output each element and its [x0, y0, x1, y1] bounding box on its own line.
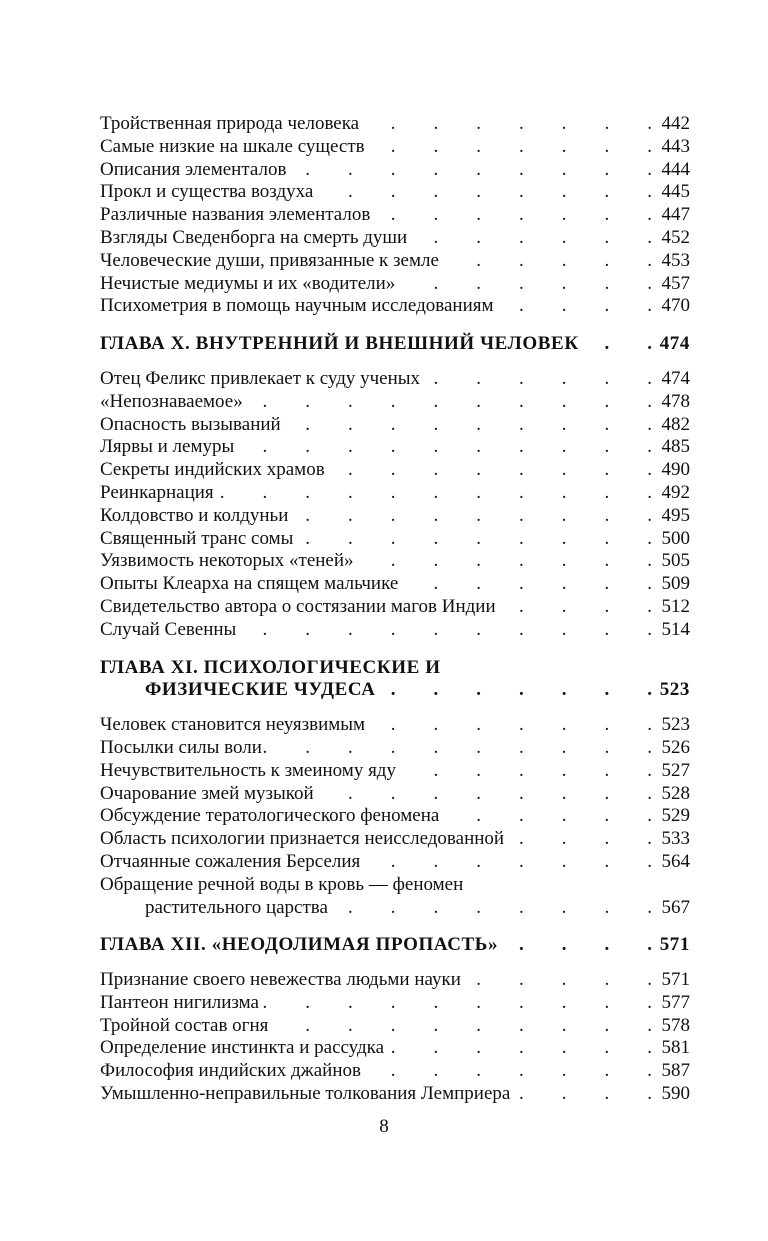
toc-entry-page: 474 [661, 367, 690, 389]
toc-entry-page: 578 [661, 1014, 690, 1036]
toc-entry-title: Очарование змей музыкой [100, 782, 314, 804]
toc-entry [100, 1060, 690, 1083]
dot-leader [384, 1037, 652, 1060]
toc-entry-title: Посылки силы воли [100, 736, 262, 758]
toc-entry-title: Уязвимость некоторых «теней» [100, 550, 354, 572]
toc-entry [100, 992, 690, 1015]
toc-entry [100, 295, 690, 318]
dot-leader [361, 1060, 652, 1083]
table-of-contents [100, 113, 690, 1106]
chapter-heading [100, 333, 690, 356]
toc-entry-page: 505 [661, 550, 690, 572]
toc-entry [100, 573, 690, 596]
toc-entry-page: 495 [661, 504, 690, 526]
toc-entry [100, 1083, 690, 1106]
chapter-title-line1-title: ГЛАВА XI. ПСИХОЛОГИЧЕСКИЕ И [100, 656, 441, 678]
toc-entry-title: Прокл и существа воздуха [100, 181, 314, 203]
toc-entry [100, 436, 690, 459]
toc-entry [100, 760, 690, 783]
toc-entry-title: Взгляды Сведенборга на смерть души [100, 226, 408, 248]
dot-leader [579, 333, 652, 356]
toc-entry-title: Пантеон нигилизма [100, 991, 259, 1013]
toc-entry-title: Признание своего невежества людьми науки [100, 969, 461, 991]
toc-entry [100, 874, 690, 897]
toc-section [100, 919, 690, 1106]
toc-entry-page: 577 [661, 991, 690, 1013]
toc-entry-title: Свидетельство автора о состязании магов Индии [100, 595, 496, 617]
toc-entry [100, 181, 690, 204]
toc-entry-title: Колдовство и колдуньи [100, 504, 289, 526]
dot-leader [243, 391, 652, 414]
toc-entry [100, 273, 690, 296]
toc-section [100, 642, 690, 920]
toc-entry-title: Тройной состав огня [100, 1014, 269, 1036]
dot-leader [510, 1083, 652, 1106]
toc-entry [100, 159, 690, 182]
toc-entry-page: 528 [661, 782, 690, 804]
toc-entry-page: 478 [661, 390, 690, 412]
dot-leader [359, 113, 652, 136]
toc-entry-page: 514 [661, 618, 690, 640]
toc-entry-title: Священный транс сомы [100, 527, 294, 549]
toc-entry [100, 851, 690, 874]
dot-leader [259, 992, 652, 1015]
toc-entry-title: Тройственная природа человека [100, 113, 360, 134]
toc-entry-title: Определение инстинкта и рассудка [100, 1037, 385, 1059]
toc-entry-page: 492 [661, 481, 690, 503]
chapter-title-line2 [100, 679, 690, 702]
toc-entry [100, 227, 690, 250]
dot-leader [398, 573, 652, 596]
toc-entry-title: Обсуждение тератологического феномена [100, 805, 440, 827]
toc-entry [100, 805, 690, 828]
chapter-title-line2-page: 523 [659, 679, 690, 701]
toc-entry-title: «Непознаваемое» [100, 390, 243, 412]
dot-leader [214, 482, 652, 505]
toc-section [100, 113, 690, 318]
toc-entry-continued [100, 897, 690, 920]
toc-entry-page: 590 [661, 1083, 690, 1105]
dot-leader [313, 181, 652, 204]
dot-leader [370, 204, 652, 227]
toc-entry-page: 452 [661, 226, 690, 248]
toc-entry [100, 828, 690, 851]
toc-entry [100, 714, 690, 737]
dot-leader [396, 760, 652, 783]
toc-entry [100, 550, 690, 573]
toc-entry-title: Отец Феликс привлекает к суду ученых [100, 367, 421, 389]
dot-leader [395, 273, 652, 296]
toc-entry-page: 500 [661, 527, 690, 549]
toc-entry-title: Психометрия в помощь научным исследованиям [100, 295, 494, 317]
dot-leader [461, 969, 652, 992]
toc-entry-page: 445 [661, 181, 690, 203]
toc-section [100, 318, 690, 641]
toc-entry-title: Обращение речной воды в кровь — феномен [100, 873, 464, 895]
dot-leader [407, 227, 652, 250]
dot-leader [293, 528, 652, 551]
toc-entry-page: 523 [661, 714, 690, 736]
toc-entry [100, 596, 690, 619]
toc-entry-page: 581 [661, 1037, 690, 1059]
toc-entry [100, 368, 690, 391]
chapter-heading [100, 657, 690, 703]
toc-entry-page: 509 [661, 573, 690, 595]
toc-entry-title: Лярвы и лемуры [100, 436, 235, 458]
dot-leader [439, 805, 652, 828]
dot-leader [288, 505, 652, 528]
dot-leader [354, 550, 652, 573]
toc-entry-page: 490 [661, 459, 690, 481]
dot-leader [376, 679, 652, 702]
chapter-title-page: 474 [659, 333, 690, 355]
toc-entry-page: 529 [661, 805, 690, 827]
dot-leader [234, 436, 652, 459]
toc-entry-page: 482 [661, 413, 690, 435]
toc-entry-page: 526 [661, 736, 690, 758]
dot-leader [281, 414, 652, 437]
toc-entry-title: Человек становится неуязвимым [100, 714, 366, 736]
chapter-title-page: 571 [659, 934, 690, 956]
toc-entry [100, 459, 690, 482]
toc-entry [100, 505, 690, 528]
toc-entry-page: 442 [661, 113, 690, 134]
toc-entry-page: 443 [661, 135, 690, 157]
chapter-title-title: ГЛАВА X. ВНУТРЕННИЙ И ВНЕШНИЙ ЧЕЛОВЕК [100, 333, 579, 355]
toc-entry-page: 533 [661, 828, 690, 850]
page-number: 8 [379, 1116, 389, 1137]
toc-entry [100, 1037, 690, 1060]
toc-entry-title: Нечистые медиумы и их «водители» [100, 272, 396, 294]
toc-entry-title: Человеческие души, привязанные к земле [100, 249, 439, 271]
chapter-title-line1 [100, 657, 690, 680]
toc-entry-page: 527 [661, 759, 690, 781]
toc-entry [100, 619, 690, 642]
toc-entry-title: Опасность вызываний [100, 413, 281, 435]
dot-leader [494, 295, 653, 318]
toc-entry-title: Секреты индийских храмов [100, 459, 325, 481]
dot-leader [365, 714, 652, 737]
toc-entry [100, 969, 690, 992]
dot-leader [328, 897, 652, 920]
toc-entry-title: Философия индийских джайнов [100, 1060, 361, 1082]
toc-entry-page: 512 [661, 595, 690, 617]
toc-entry-continued-page: 567 [661, 896, 690, 918]
chapter-title-line2-title: ФИЗИЧЕСКИЕ ЧУДЕСА [145, 679, 376, 701]
toc-entry-continued-title: растительного царства [145, 896, 328, 918]
chapter-title-title: ГЛАВА XII. «НЕОДОЛИМАЯ ПРОПАСТЬ» [100, 934, 499, 956]
toc-entry [100, 528, 690, 551]
toc-entry-title: Реинкарнация [100, 481, 214, 503]
toc-entry-page: 447 [661, 204, 690, 226]
chapter-title [100, 934, 690, 957]
toc-entry-page: 453 [661, 249, 690, 271]
toc-entry [100, 136, 690, 159]
dot-leader [365, 136, 652, 159]
dot-leader [496, 596, 652, 619]
dot-leader [268, 1015, 652, 1038]
dot-leader [286, 159, 652, 182]
toc-entry-title: Самые низкие на шкале существ [100, 135, 365, 157]
toc-entry [100, 414, 690, 437]
dot-leader [325, 459, 652, 482]
toc-entry-title: Нечувствительность к змеиному яду [100, 759, 396, 781]
toc-entry-page: 444 [661, 158, 690, 180]
toc-entry-page: 485 [661, 436, 690, 458]
toc-entry [100, 783, 690, 806]
toc-entry-page: 470 [661, 295, 690, 317]
toc-entry-page: 587 [661, 1060, 690, 1082]
chapter-title [100, 333, 690, 356]
dot-leader [439, 250, 652, 273]
dot-leader [236, 619, 652, 642]
chapter-heading [100, 934, 690, 957]
toc-entry [100, 250, 690, 273]
dot-leader [420, 368, 652, 391]
toc-entry-title: Отчаянные сожаления Берселия [100, 850, 361, 872]
toc-entry-title: Опыты Клеарха на спящем мальчике [100, 573, 399, 595]
toc-entry [100, 204, 690, 227]
toc-entry [100, 391, 690, 414]
toc-entry-page: 457 [661, 272, 690, 294]
dot-leader [360, 851, 652, 874]
toc-entry [100, 482, 690, 505]
toc-entry [100, 1015, 690, 1038]
toc-entry [100, 737, 690, 760]
toc-entry-title: Описания элементалов [100, 158, 287, 180]
toc-entry [100, 113, 690, 136]
dot-leader [314, 783, 652, 806]
toc-entry-title: Случай Севенны [100, 618, 237, 640]
dot-leader [498, 934, 652, 957]
toc-entry-title: Различные названия элементалов [100, 204, 371, 226]
toc-entry-page: 564 [661, 850, 690, 872]
toc-entry-title: Умышленно-неправильные толкования Лемприера [100, 1083, 511, 1105]
toc-entry-page: 571 [661, 969, 690, 991]
toc-entry-title: Область психологии признается неисследованной [100, 828, 505, 850]
dot-leader [504, 828, 652, 851]
dot-leader [262, 737, 652, 760]
